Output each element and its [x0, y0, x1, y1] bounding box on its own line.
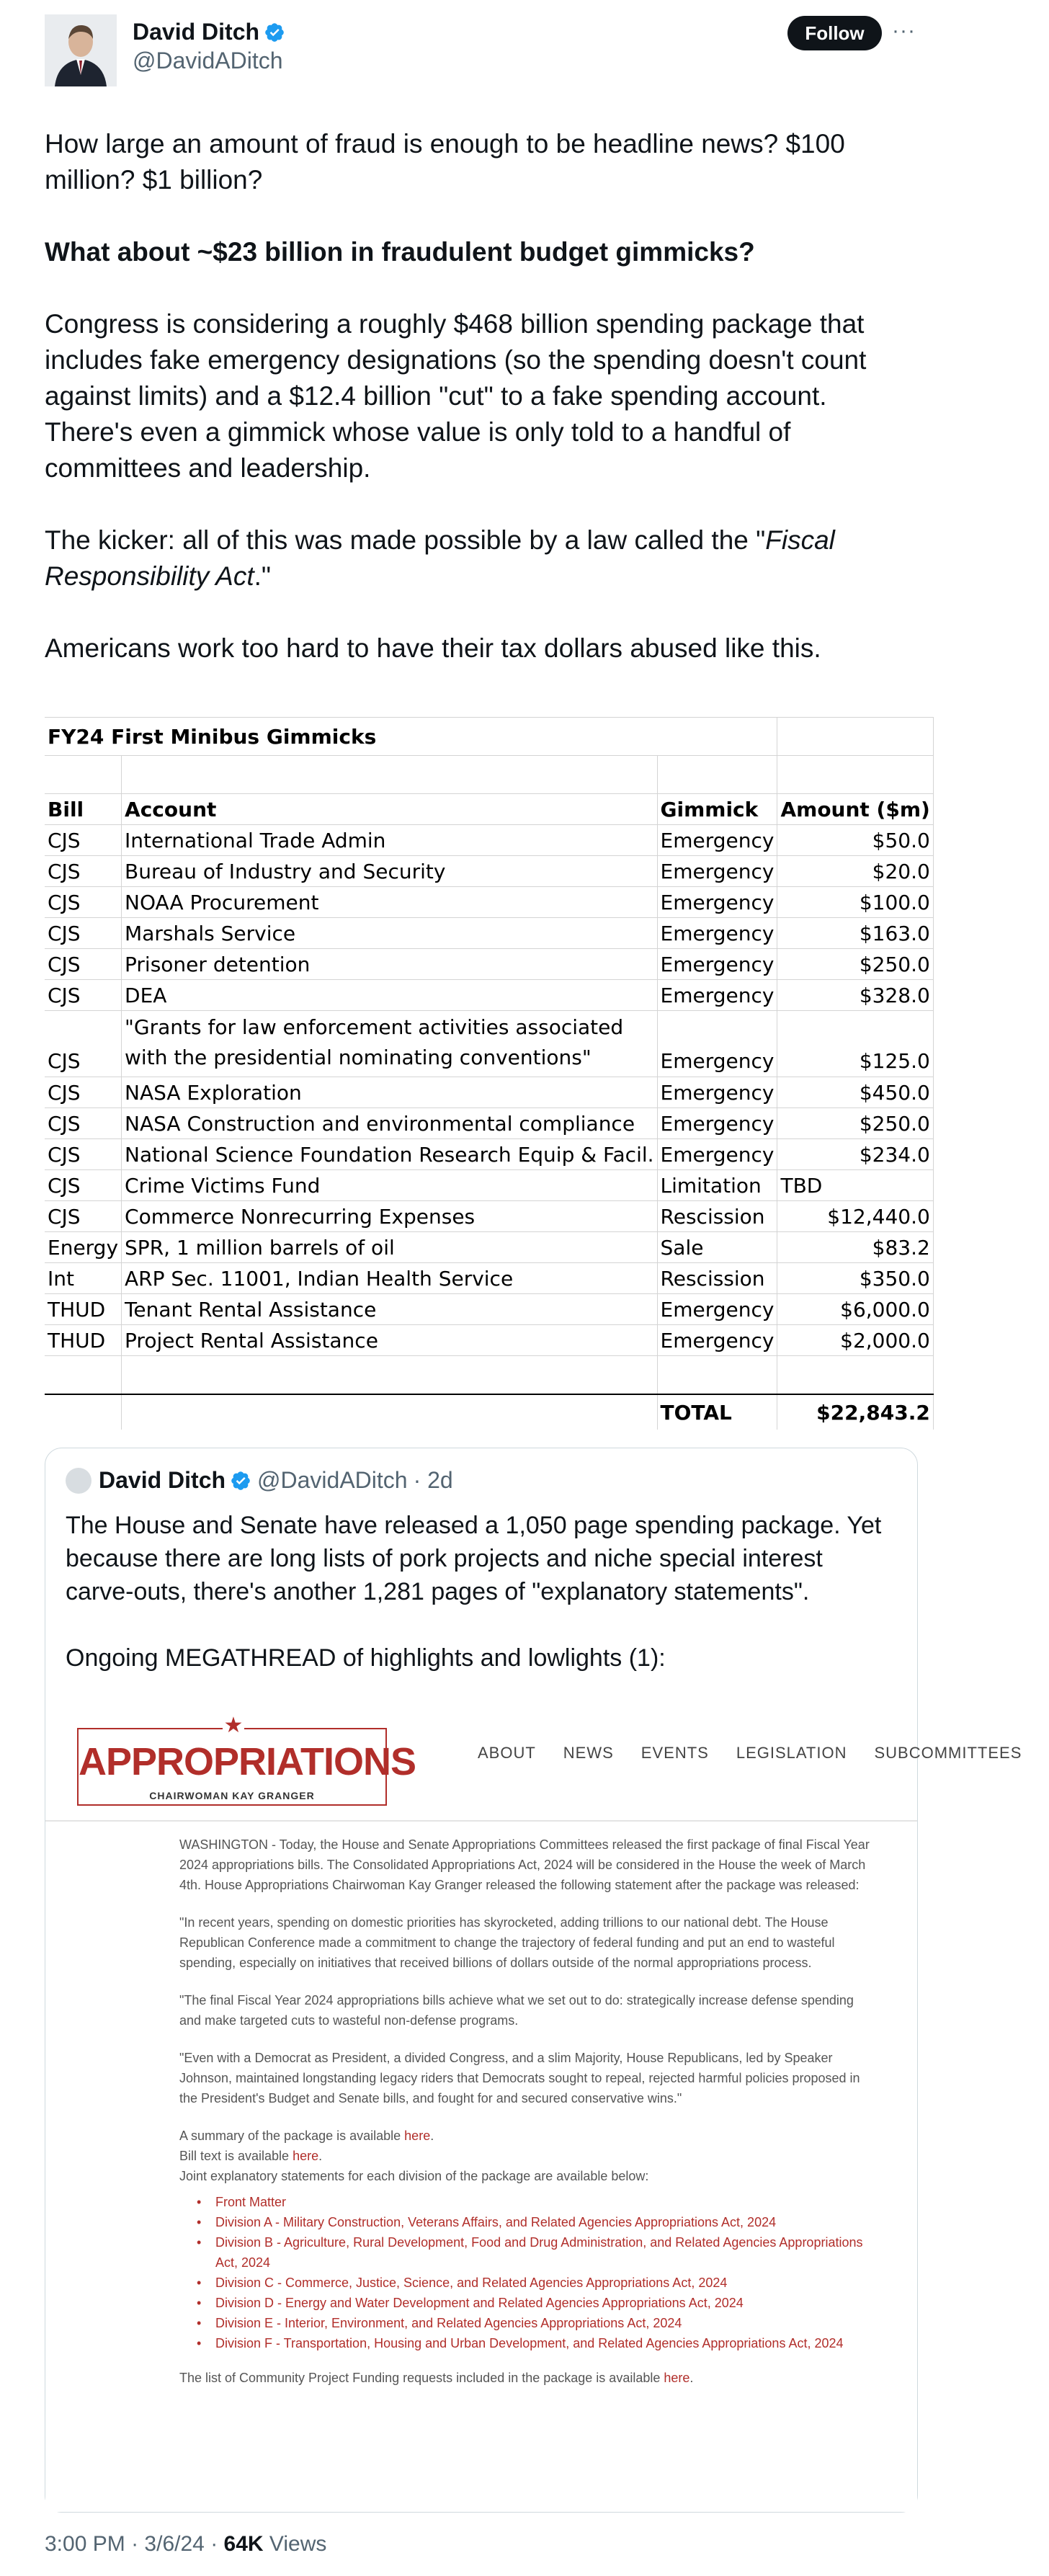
table-cell	[122, 1394, 658, 1430]
table-cell	[657, 1356, 777, 1395]
site-header	[45, 1701, 1022, 1822]
account-cell: Project Rental Assistance	[122, 1325, 658, 1356]
amount-cell: $234.0	[777, 1139, 933, 1170]
table-row	[45, 825, 933, 856]
author-handle[interactable]: @DavidADitch	[133, 48, 283, 73]
cpf-line	[179, 2368, 871, 2388]
amount-cell: $50.0	[777, 825, 933, 856]
avatar[interactable]	[45, 14, 117, 86]
tweet-text	[45, 126, 909, 703]
gimmick-cell: Emergency	[657, 1077, 777, 1108]
table-cell	[122, 756, 658, 794]
amount-cell: $250.0	[777, 949, 933, 980]
gimmick-cell: Emergency	[657, 1325, 777, 1356]
bill-cell: CJS	[45, 1077, 122, 1108]
cpf-link: here	[664, 2371, 690, 2385]
star-icon: ★	[223, 1713, 244, 1737]
gimmick-cell: Emergency	[657, 887, 777, 918]
bill-text-period: .	[318, 2149, 323, 2163]
table-row	[45, 1294, 933, 1325]
quoted-tweet-header	[66, 1467, 453, 1494]
summary-link: here	[404, 2129, 431, 2143]
bill-cell: THUD	[45, 1325, 122, 1356]
account-cell: ARP Sec. 11001, Indian Health Service	[122, 1263, 658, 1294]
quoted-tweet-card[interactable]	[45, 1448, 1022, 2513]
bill-cell: CJS	[45, 1011, 122, 1077]
quoted-author-handle: @DavidADitch	[257, 1467, 408, 1493]
press-release-body	[179, 1835, 871, 2388]
amount-cell: $12,440.0	[777, 1201, 933, 1232]
division-link: • Division B - Agriculture, Rural Development, Food and Drug Administration, and Related Agencies Appropriations Act, 2024	[215, 2232, 871, 2273]
bill-cell: CJS	[45, 1139, 122, 1170]
more-options-icon[interactable]: ···	[892, 19, 916, 43]
account-cell: NASA Exploration	[122, 1077, 658, 1108]
account-cell: Prisoner detention	[122, 949, 658, 980]
bill-cell: CJS	[45, 1108, 122, 1139]
gimmick-cell: Limitation	[657, 1170, 777, 1201]
account-cell: Commerce Nonrecurring Expenses	[122, 1201, 658, 1232]
release-paragraph: "In recent years, spending on domestic priorities has skyrocketed, adding trillions to our national debt. The House Republican Conference made a commitment to change the trajectory of federal funding and put an end to wasteful spending, especially on initiatives that received billions of dollars outside of the normal appropriations process.	[179, 1915, 835, 1970]
bill-cell: Energy	[45, 1232, 122, 1263]
bill-cell: CJS	[45, 887, 122, 918]
verified-badge-icon	[230, 1470, 251, 1492]
table-row	[45, 918, 933, 949]
quoted-author-name: David Ditch	[99, 1467, 226, 1493]
quoted-avatar	[66, 1468, 91, 1494]
meta-separator: ·	[210, 2532, 218, 2556]
verified-badge-icon	[264, 22, 285, 43]
gimmick-cell: Sale	[657, 1232, 777, 1263]
amount-cell: $250.0	[777, 1108, 933, 1139]
column-header: Gimmick	[657, 794, 777, 825]
total-value: $22,843.2	[777, 1394, 933, 1430]
gimmick-cell: Emergency	[657, 980, 777, 1011]
amount-cell: $450.0	[777, 1077, 933, 1108]
quoted-paragraph: Ongoing MEGATHREAD of highlights and lowlights (1):	[66, 1644, 666, 1672]
gimmick-cell: Rescission	[657, 1201, 777, 1232]
nav-legislation: LEGISLATION	[736, 1744, 847, 1762]
table-cell	[45, 1356, 122, 1395]
cpf-text: The list of Community Project Funding requests included in the package is available	[179, 2371, 664, 2385]
bill-text: Bill text is available	[179, 2149, 293, 2163]
tweet-paragraph: Congress is considering a roughly $468 billion spending package that includes fake emergency designations (so the spending doesn't count against limits) and a $12.4 billion "cut" to a fake spending account. There's even a gimmick whose value is only told to a handful of committees and leadership.	[45, 309, 867, 483]
account-cell: SPR, 1 million barrels of oil	[122, 1232, 658, 1263]
tweet-paragraph	[45, 522, 909, 594]
amount-cell: $20.0	[777, 856, 933, 887]
amount-cell: $350.0	[777, 1263, 933, 1294]
table-row	[45, 1201, 933, 1232]
bill-cell: CJS	[45, 856, 122, 887]
table-spacer-row	[45, 756, 933, 794]
division-link: • Division E - Interior, Environment, and Related Agencies Appropriations Act, 2024	[215, 2313, 871, 2333]
bill-text-link: here	[293, 2149, 319, 2163]
author-name[interactable]	[133, 19, 285, 45]
bill-cell: CJS	[45, 825, 122, 856]
table-row	[45, 1139, 933, 1170]
cpf-period: .	[689, 2371, 694, 2385]
table-cell	[777, 718, 933, 756]
table-cell	[777, 756, 933, 794]
bill-text-line	[179, 2146, 871, 2166]
table-row	[45, 980, 933, 1011]
table-row	[45, 856, 933, 887]
column-header: Account	[122, 794, 658, 825]
tweet-meta	[45, 2532, 326, 2557]
account-cell: International Trade Admin	[122, 825, 658, 856]
meta-separator: ·	[131, 2532, 139, 2556]
nav-about: ABOUT	[478, 1744, 536, 1762]
tweet-text-span: ."	[254, 561, 272, 591]
table-row	[45, 1108, 933, 1139]
table-total-row	[45, 1394, 933, 1430]
tweet-paragraph-bold: What about ~$23 billion in fraudulent budget gimmicks?	[45, 237, 755, 267]
tweet-time[interactable]: 3:00 PM	[45, 2532, 125, 2556]
bill-cell: CJS	[45, 918, 122, 949]
bill-cell: Int	[45, 1263, 122, 1294]
account-cell: DEA	[122, 980, 658, 1011]
amount-cell: $125.0	[777, 1011, 933, 1077]
nav-events: EVENTS	[640, 1744, 709, 1762]
nav-subcommittees: SUBCOMMITTEES	[874, 1744, 1022, 1762]
bill-cell: CJS	[45, 1170, 122, 1201]
gimmick-cell: Emergency	[657, 1108, 777, 1139]
table-row	[45, 1263, 933, 1294]
amount-cell: $2,000.0	[777, 1325, 933, 1356]
division-link: • Front Matter	[215, 2192, 871, 2212]
division-link: • Division F - Transportation, Housing and Urban Development, and Related Agencies Appropriations Act, 2024	[215, 2333, 871, 2353]
tweet-italic-text: Fiscal Responsibility Act	[45, 525, 835, 591]
total-label: TOTAL	[657, 1394, 777, 1430]
table-row	[45, 887, 933, 918]
gimmick-cell: Emergency	[657, 949, 777, 980]
gimmicks-table-image[interactable]	[45, 717, 930, 1425]
table-title: FY24 First Minibus Gimmicks	[45, 718, 777, 756]
bill-cell: CJS	[45, 1201, 122, 1232]
gimmick-cell: Emergency	[657, 825, 777, 856]
avatar-portrait-icon	[45, 14, 117, 86]
column-header: Bill	[45, 794, 122, 825]
gimmick-cell: Emergency	[657, 918, 777, 949]
account-cell: Crime Victims Fund	[122, 1170, 658, 1201]
division-link: • Division D - Energy and Water Development and Related Agencies Appropriations Act, 2024	[215, 2293, 871, 2313]
follow-button[interactable]: Follow	[787, 16, 882, 50]
press-release-image[interactable]	[45, 1701, 1022, 2512]
amount-cell: $100.0	[777, 887, 933, 918]
joint-statements-line: Joint explanatory statements for each division of the package are available below:	[179, 2169, 649, 2183]
table-row	[45, 1170, 933, 1201]
views-count: 64K	[223, 2532, 264, 2556]
table-cell	[45, 756, 122, 794]
amount-cell: $83.2	[777, 1232, 933, 1263]
table-spacer-row	[45, 1356, 933, 1395]
release-paragraph: "The final Fiscal Year 2024 appropriations bills achieve what we set out to do: strategically increase defense spending and make targeted cuts to wasteful non-defense programs.	[179, 1993, 854, 2028]
table-cell	[657, 756, 777, 794]
bill-cell: CJS	[45, 949, 122, 980]
author-name-text[interactable]: David Ditch	[133, 19, 260, 45]
tweet-date[interactable]: 3/6/24	[144, 2532, 205, 2556]
release-paragraph: "Even with a Democrat as President, a divided Congress, and a slim Majority, House Republicans, led by Speaker Johnson, maintained longstanding legacy riders that Democrats sought to repeal, rejected harmful policies proposed in the President's Budget and Senate bills, and fought for and secured conservative wins."	[179, 2051, 860, 2105]
division-link: • Division C - Commerce, Justice, Science, and Related Agencies Appropriations Act, 2024	[215, 2273, 871, 2293]
amount-cell: $6,000.0	[777, 1294, 933, 1325]
appropriations-logo	[77, 1713, 416, 1806]
nav-news: NEWS	[563, 1744, 614, 1762]
tweet-paragraph: Americans work too hard to have their tax dollars abused like this.	[45, 633, 821, 663]
table-header-row	[45, 794, 933, 825]
tweet-text-span: The kicker: all of this was made possible by a law called the "	[45, 525, 766, 555]
table-cell	[122, 1356, 658, 1395]
account-cell: Marshals Service	[122, 918, 658, 949]
amount-cell: $328.0	[777, 980, 933, 1011]
summary-line	[179, 2126, 871, 2146]
gimmick-cell: Emergency	[657, 1011, 777, 1077]
gimmick-cell: Emergency	[657, 1139, 777, 1170]
gimmick-cell: Emergency	[657, 856, 777, 887]
release-paragraph: WASHINGTON - Today, the House and Senate Appropriations Committees released the first package of final Fiscal Year 2024 appropriations bills. The Consolidated Appropriations Act, 2024 will be considered in the House the week of March 4th. House Appropriations Chairwoman Kay Granger released the following statement after the package was released:	[179, 1837, 870, 1892]
account-cell: NOAA Procurement	[122, 887, 658, 918]
summary-period: .	[430, 2129, 434, 2143]
account-cell: Bureau of Industry and Security	[122, 856, 658, 887]
bill-cell: THUD	[45, 1294, 122, 1325]
account-cell: "Grants for law enforcement activities associated with the presidential nominating conventions"	[122, 1011, 658, 1077]
logo-subtitle: CHAIRWOMAN KAY GRANGER	[149, 1790, 315, 1801]
account-cell: National Science Foundation Research Equip & Facil.	[122, 1139, 658, 1170]
table-row	[45, 1325, 933, 1356]
quoted-paragraph: The House and Senate have released a 1,050 page spending package. Yet because there are long lists of pork projects and niche special interest carve-outs, there's another 1,281 pages of "explanatory statements".	[66, 1512, 882, 1605]
account-cell: NASA Construction and environmental compliance	[122, 1108, 658, 1139]
quoted-tweet-text	[66, 1509, 894, 1708]
division-list	[179, 2192, 871, 2353]
table-row	[45, 1011, 933, 1077]
site-nav	[478, 1744, 1049, 1762]
gimmick-cell: Rescission	[657, 1263, 777, 1294]
summary-text: A summary of the package is available	[179, 2129, 405, 2143]
table-row	[45, 1232, 933, 1263]
quoted-time: · 2d	[413, 1467, 453, 1493]
bill-cell: CJS	[45, 980, 122, 1011]
table-row	[45, 949, 933, 980]
amount-cell: $163.0	[777, 918, 933, 949]
table-title-row	[45, 718, 933, 756]
account-cell: Tenant Rental Assistance	[122, 1294, 658, 1325]
amount-cell: TBD	[777, 1170, 933, 1201]
gimmick-cell: Emergency	[657, 1294, 777, 1325]
tweet-paragraph: How large an amount of fraud is enough to be headline news? $100 million? $1 billion?	[45, 129, 845, 195]
logo-wordmark: APPROPRIATIONS	[79, 1740, 416, 1783]
table-cell	[45, 1394, 122, 1430]
table-row	[45, 1077, 933, 1108]
table-cell	[777, 1356, 933, 1395]
gimmicks-table	[45, 717, 934, 1430]
views-label: Views	[269, 2532, 327, 2556]
division-link: • Division A - Military Construction, Veterans Affairs, and Related Agencies Appropriations Act, 2024	[215, 2212, 871, 2232]
column-header: Amount ($m)	[777, 794, 933, 825]
